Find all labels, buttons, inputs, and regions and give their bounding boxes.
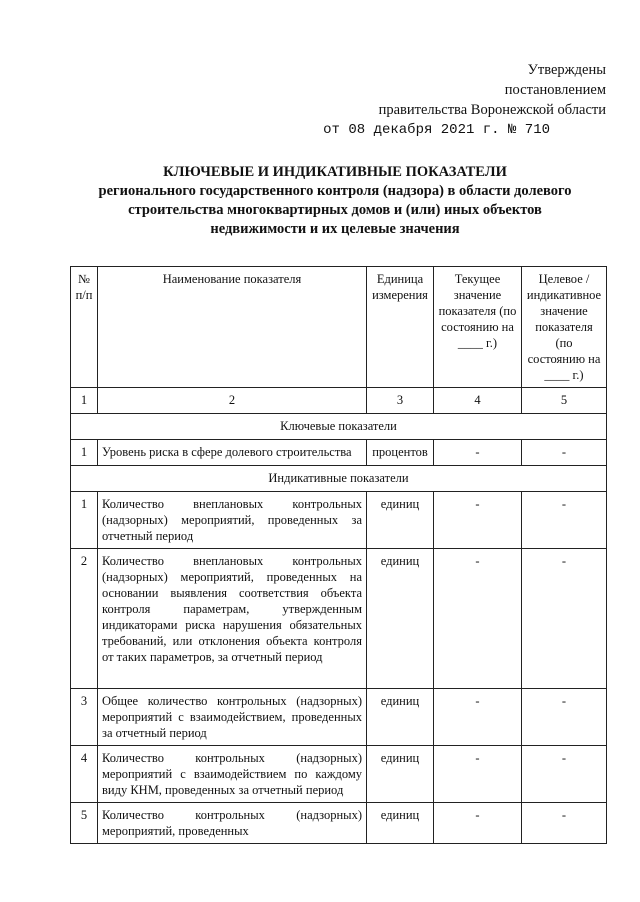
row-unit: процентов — [367, 440, 434, 466]
row-num: 1 — [71, 440, 98, 466]
title-line-4: недвижимости и их целевые значения — [210, 221, 460, 237]
title-line-1: КЛЮЧЕВЫЕ И ИНДИКАТИВНЫЕ ПОКАЗАТЕЛИ — [163, 164, 507, 180]
approval-line-date: от 08 декабря 2021 г. № 710 — [323, 122, 550, 138]
header-target: Целевое /индикативное значение показателя (по состоянию на ____ г.) — [522, 267, 607, 388]
row-current: - — [434, 549, 522, 689]
table-row — [71, 440, 607, 466]
table-row — [71, 689, 607, 746]
row-unit: единиц — [367, 803, 434, 844]
row-current: - — [434, 440, 522, 466]
row-name: Количество контрольных (надзорных) мероприятий с взаимодействием по каждому виду КНМ, проведенных за отчетный период — [98, 746, 367, 803]
approval-line-resolution: постановлением — [504, 82, 606, 98]
row-target: - — [522, 492, 607, 549]
table-header-row — [71, 267, 607, 388]
col-number-3: 3 — [367, 388, 434, 414]
approval-line-approved: Утверждены — [527, 62, 606, 78]
table-row — [71, 746, 607, 803]
row-target: - — [522, 549, 607, 689]
header-num: № п/п — [71, 267, 98, 388]
row-name: Количество внеплановых контрольных (надзорных) мероприятий, проведенных за отчетный период — [98, 492, 367, 549]
row-num: 5 — [71, 803, 98, 844]
row-target: - — [522, 440, 607, 466]
section-key-label: Ключевые показатели — [71, 414, 607, 440]
row-target: - — [522, 689, 607, 746]
title-line-2: регионального государственного контроля (надзора) в области долевого — [98, 183, 572, 199]
row-unit: единиц — [367, 689, 434, 746]
row-name: Количество контрольных (надзорных) мероприятий, проведенных — [98, 803, 367, 844]
column-number-row — [71, 388, 607, 414]
row-unit: единиц — [367, 549, 434, 689]
header-unit: Единица измерения — [367, 267, 434, 388]
row-target: - — [522, 803, 607, 844]
row-current: - — [434, 689, 522, 746]
col-number-2: 2 — [98, 388, 367, 414]
approval-block — [306, 60, 606, 140]
table-row — [71, 492, 607, 549]
header-name: Наименование показателя — [98, 267, 367, 388]
row-num: 1 — [71, 492, 98, 549]
indicators-table — [70, 266, 607, 844]
table-row — [71, 549, 607, 689]
col-number-4: 4 — [434, 388, 522, 414]
section-row-indicative — [71, 466, 607, 492]
col-number-5: 5 — [522, 388, 607, 414]
row-target: - — [522, 746, 607, 803]
row-name: Общее количество контрольных (надзорных) мероприятий с взаимодействием, проведенных за отчетный период — [98, 689, 367, 746]
row-current: - — [434, 803, 522, 844]
table-row — [71, 803, 607, 844]
row-name: Уровень риска в сфере долевого строительства — [98, 440, 367, 466]
approval-line-government: правительства Воронежской области — [378, 102, 606, 118]
row-current: - — [434, 492, 522, 549]
section-indicative-label: Индикативные показатели — [71, 466, 607, 492]
row-num: 3 — [71, 689, 98, 746]
row-current: - — [434, 746, 522, 803]
section-row-key — [71, 414, 607, 440]
col-number-1: 1 — [71, 388, 98, 414]
document-title — [70, 163, 600, 239]
title-line-3: строительства многоквартирных домов и (или) иных объектов — [128, 202, 542, 218]
header-current: Текущее значение показателя (по состоянию на ____ г.) — [434, 267, 522, 388]
row-num: 4 — [71, 746, 98, 803]
row-num: 2 — [71, 549, 98, 689]
row-unit: единиц — [367, 746, 434, 803]
row-name: Количество внеплановых контрольных (надзорных) мероприятий, проведенных на основании выявления соответствия объекта контроля параметрам, утвержденным индикаторами риска нарушения обязательных требований, или отклонения объекта контроля от таких параметров, за отчетный период — [98, 549, 367, 689]
row-unit: единиц — [367, 492, 434, 549]
